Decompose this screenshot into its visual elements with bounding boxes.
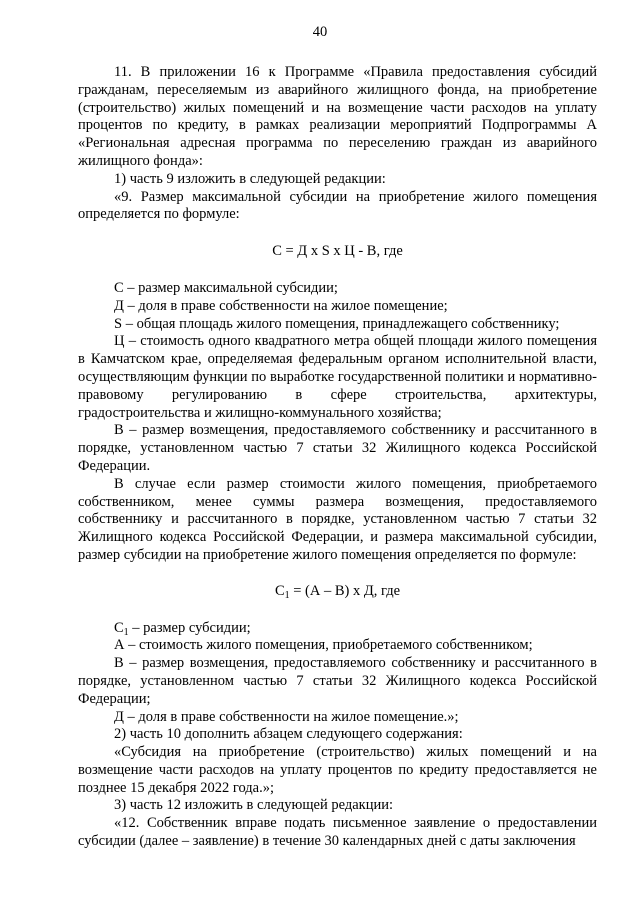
paragraph-max-subsidy: «9. Размер максимальной субсидии на приобретение жилого помещения определяется по формуле:	[78, 188, 597, 223]
page-number: 40	[312, 24, 328, 40]
definition-c1	[78, 620, 597, 638]
definition-a: А – стоимость жилого помещения, приобретаемого собственником;	[114, 637, 533, 654]
paragraph-part-10: 2) часть 10 дополнить абзацем следующего содержания:	[114, 726, 463, 743]
paragraph-application: «12. Собственник вправе подать письменное заявление о предоставлении субсидии (далее – заявление) в течение 30 календарных дней с даты заключения	[78, 815, 597, 850]
paragraph-case: В случае если размер стоимости жилого помещения, приобретаемого собственником, менее суммы размера возмещения, предоставляемого собственнику и рассчитанного в порядке, установленном частью 7 статьи 32 Жилищного кодекса Российской Федерации, и размера максимальной субсидии, размер субсидии на приобретение жилого помещения определяется по формуле:	[78, 475, 597, 563]
paragraph-part-12: 3) часть 12 изложить в следующей редакции:	[114, 797, 394, 814]
definition-v2: В – размер возмещения, предоставляемого собственнику и рассчитанного в порядке, установленном частью 7 статьи 32 Жилищного кодекса Российской Федерации;	[78, 655, 597, 707]
formula-lhs: С	[274, 582, 285, 599]
paragraph-subsidy-deadline: «Субсидия на приобретение (строительство) жилых помещений и на возмещение части расходов на уплату процентов по кредиту предоставляется не позднее 15 декабря 2022 года.»;	[78, 744, 597, 796]
c1-text: – размер субсидии;	[128, 619, 251, 636]
definition-c: С – размер максимальной субсидии;	[114, 279, 338, 296]
definition-ts: Ц – стоимость одного квадратного метра общей площади жилого помещения в Камчатском крае, определяемая федеральным органом исполнительной власти, осуществляющим функции по выработке государственной политики и нормативно-правовому регулированию в сфере строительства, архитектуры, градостроительства и жилищно-коммунального хозяйства;	[78, 333, 597, 421]
paragraph-part-9-intro: 1) часть 9 изложить в следующей редакции:	[114, 170, 386, 187]
definition-d: Д – доля в праве собственности на жилое помещение;	[114, 297, 448, 314]
definition-d2: Д – доля в праве собственности на жилое помещение.»;	[114, 708, 459, 725]
document-body	[78, 64, 597, 851]
formula-subscript: 1	[284, 589, 290, 601]
formula-max-subsidy: С = Д х S х Ц - В, где	[272, 243, 403, 260]
definition-v: В – размер возмещения, предоставляемого собственнику и рассчитанного в порядке, установленном частью 7 статьи 32 Жилищного кодекса Российской Федерации.	[78, 422, 597, 474]
c1-subscript: 1	[123, 626, 129, 638]
c1-symbol: С	[114, 619, 124, 636]
definition-s: S – общая площадь жилого помещения, принадлежащего собственнику;	[114, 315, 560, 332]
formula-subsidy	[78, 583, 597, 601]
paragraph-item-11: 11. В приложении 16 к Программе «Правила предоставления субсидий гражданам, переселяемым из аварийного жилищного фонда, на приобретение (строительство) жилых помещений и на возмещение части расходов на уплату процентов по кредиту, в рамках реализации мероприятий Подпрограммы А «Региональная адресная программа по переселению граждан из аварийного жилищного фонда»:	[78, 64, 597, 169]
formula-rhs: = (А – В) х Д, где	[289, 582, 401, 599]
